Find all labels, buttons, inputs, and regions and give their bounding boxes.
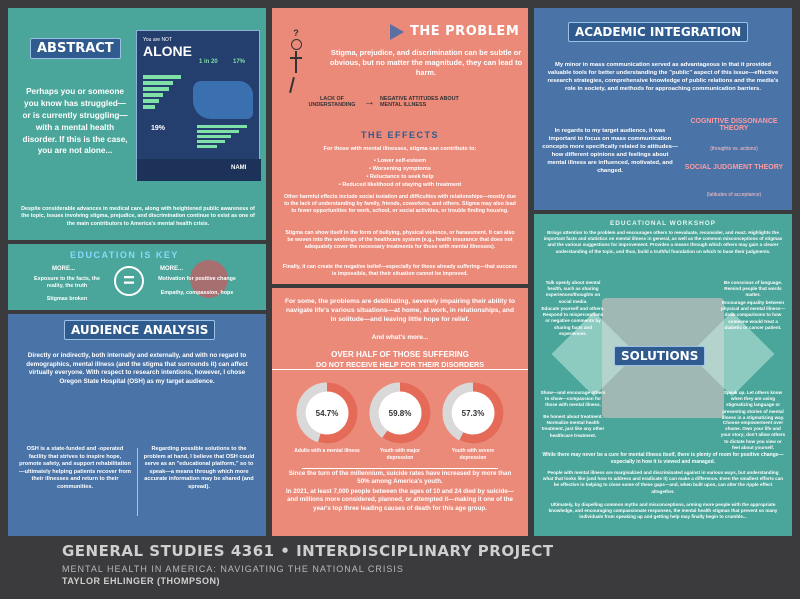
education-right-2: Empathy, compassion, hope xyxy=(160,290,234,296)
workshop-intro: Brings attention to the problem and encourages others to reevaluate, reconsider, and react. Highlights the important facts and statistics on mental illness in general, as well as the common misconceptions of stigmas and the various suggestions for improvement. Provides a means through which others may gain a clearer understanding of the topic, and thus, build a truthful foundation on which to base their judgments. xyxy=(543,230,783,254)
infographic-stat-2: 17% xyxy=(233,59,246,65)
education-right-1: Motivation for positive change xyxy=(158,276,236,282)
problem2-p2: Since the turn of the millennium, suicide rates have increased by more than 50% among America's youth. xyxy=(288,470,512,486)
audience-panel xyxy=(8,314,266,536)
theory-1-sub: (thoughts vs. actions) xyxy=(710,146,758,152)
equals-sign: = xyxy=(114,266,144,296)
donut-label-3: Youth with severe depression xyxy=(451,448,495,461)
effects-title: THE EFFECTS xyxy=(360,130,439,140)
effects-list-1: • Lower self-esteem xyxy=(373,158,427,164)
solutions-title: SOLUTIONS xyxy=(614,346,705,366)
solution-left-2: Educate yourself and others. Respond to misperceptions or negative comments by sharing facts and experiences. xyxy=(541,306,605,336)
abstract-body: Despite considerable advances in medical care, along with heightened public awareness of the topic, issues involving stigma, prejudice, and discrimination continue to exist as one of the main contributors to America's mental health crisis. xyxy=(21,206,255,227)
solutions-panel xyxy=(534,214,792,536)
problem2-p3: In 2021, at least 7,000 people between the ages of 10 and 24 died by suicide—and millions more considered, planned, or attempted it—making it one of the year's top three leading causes of death for this age group. xyxy=(286,488,514,512)
donut-value-3: 57.3% xyxy=(461,409,485,418)
solution-right-2: Encourage equality between physical and mental illness—draw comparisons to how someone would treat a diabetic or cancer patient. xyxy=(720,300,786,330)
donut-value-2: 59.8% xyxy=(388,409,412,418)
solution-left-1: Talk openly about mental health, such as sharing experiences/thoughts on social media. xyxy=(545,280,601,304)
footer xyxy=(0,540,800,599)
education-left-head: MORE... xyxy=(52,266,76,272)
solution-left-4: Be honest about treatment. Normalize mental health treatment, just like any other healthcare treatment. xyxy=(541,414,605,438)
education-left-2: Stigmas broken xyxy=(46,296,88,302)
audience-intro: Directly or indirectly, both internally and externally, and with no regard to demographics, mental illness (and the stigma that surrounds it) can affect virtually everyone. With respect to research intentions, however, I chose Oregon State Hospital (OSH) as my target audience. xyxy=(26,352,248,385)
solutions-p1: While there may never be a cure for mental illness itself, there is plenty of room for positive change—especially in how it is viewed and managed. xyxy=(542,452,784,465)
audience-right: Regarding possible solutions to the problem at hand, I believe that OSH could serve as an "educational platform," so to speak—a means through which more accurate information may be shared (and spread). xyxy=(143,446,255,490)
nami-infographic xyxy=(136,30,260,180)
donut-charts xyxy=(272,378,528,448)
infographic-title-small: You are NOT xyxy=(143,37,172,43)
half-headline-2: DO NOT RECEIVE HELP FOR THEIR DISORDERS xyxy=(272,360,528,370)
problem-lead: Stigma, prejudice, and discrimination can be subtle or obvious, but no matter the magnitude, they can lead to harm. xyxy=(329,48,523,77)
column-divider xyxy=(137,448,138,516)
education-right-head: MORE... xyxy=(160,266,184,272)
theory-2: SOCIAL JUDGMENT THEORY xyxy=(684,164,784,171)
infographic-stat-3: 19% xyxy=(151,125,166,132)
footer-author: TAYLOR EHLINGER (THOMPSON) xyxy=(62,576,221,586)
academic-p1: My minor in mass communication served as advantageous in that it provided valuable tools for better understanding the "public" aspect of this issue—effective research strategies, comprehensive knowledge of public relations and the media's role in society, and methods for approaching communication barriers. xyxy=(547,62,779,92)
play-icon xyxy=(390,24,404,40)
effects-list-4: • Reduced likelihood of staying with treatment xyxy=(338,182,462,188)
audience-title: AUDIENCE ANALYSIS xyxy=(64,320,215,340)
problem-title: THE PROBLEM xyxy=(410,24,520,39)
education-left-1: Exposure to the facts, the reality, the truth xyxy=(34,276,100,290)
abstract-lead: Perhaps you or someone you know has struggled—or is currently struggling—with a mental health disorder. If this is the case, you are not alone... xyxy=(22,87,128,156)
education-title: EDUCATION IS KEY xyxy=(70,250,179,260)
half-headline-1: OVER HALF OF THOSE SUFFERING xyxy=(331,350,469,359)
donut-label-2: Youth with major depression xyxy=(379,448,421,461)
donut-value-1: 54.7% xyxy=(315,409,339,418)
lack-understanding: LACK OF UNDERSTANDING xyxy=(308,96,356,108)
solution-right-3: Speak up. Let others know when they are using stigmatizing language or presenting stories of mental illness in a stigmatizing way. xyxy=(721,390,785,420)
audience-left: OSH is a state-funded and -operated facility that strives to inspire hope, promote safety, and support rehabilitation—ultimately helping patients recover from their illnesses and return to their communities. xyxy=(19,446,131,490)
nami-logo: NAMI xyxy=(231,165,247,171)
problem-p3: Finally, it can create the negative belief—especially for those already suffering—that success is impossible, that their situation cannot be improved. xyxy=(282,264,518,278)
infographic-title-big: ALONE xyxy=(143,43,192,59)
footer-title: GENERAL STUDIES 4361 • INTERDISCIPLINARY PROJECT xyxy=(62,542,554,560)
solution-right-4: Choose empowerment over shame. Own your life and your story; don't allow others to dictate how you view or feel about yourself. xyxy=(720,420,786,450)
theory-2-sub: (latitudes of acceptance) xyxy=(706,192,762,198)
bar-cluster xyxy=(143,75,187,121)
solution-left-3: Show—and encourage others to show—compassion for those with mental illness. xyxy=(540,390,606,408)
education-panel xyxy=(8,244,266,310)
academic-panel xyxy=(534,8,792,210)
effects-list-3: • Reluctance to seek help xyxy=(366,174,434,180)
us-map-icon xyxy=(193,81,253,119)
problem2-more: And what's more... xyxy=(371,334,429,341)
problem-p2: Stigma can show itself in the form of bullying, physical violence, or harassment. It can also be woven into the workings of the healthcare system (e.g., health insurance that does not adequately cover the necessary treatments for those with mental illnesses). xyxy=(285,230,515,251)
effects-intro: For those with mental illnesses, stigma can contribute to: xyxy=(323,146,477,152)
bar-cluster-2 xyxy=(197,125,253,148)
abstract-panel xyxy=(8,8,266,240)
negative-attitudes: NEGATIVE ATTITUDES ABOUT MENTAL ILLNESS xyxy=(380,96,459,108)
solutions-p2: People with mental illness are marginalized and discriminated against in various ways, but understanding what that looks like (and how to address and eradicate it) can make a difference. Even the smallest efforts can be effective in helping to close some of these gaps—and, when built upon, can alter the ripple effect altogether. xyxy=(542,470,784,494)
problem-p1: Other harmful effects include social isolation and difficulties with relationships—mostly due to the lack of understanding by family, friends, coworkers, and others. Stigma may also lead to fewer opportunities for work, school, or social activities, or trouble finding housing. xyxy=(284,194,516,215)
section-divider xyxy=(302,468,498,469)
footer-subtitle: MENTAL HEALTH IN AMERICA: NAVIGATING THE NATIONAL CRISIS xyxy=(62,564,404,574)
workshop-title: EDUCATIONAL WORKSHOP xyxy=(609,220,717,227)
arrow-icon: → xyxy=(364,96,375,108)
solutions-p3: Ultimately, by dispelling common myths and misconceptions, arming more people with the appropriate knowledge, and encouraging compassionate responses, the mental health stigmas that prevent so many individuals from speaking up and getting help may finally begin to crumble... xyxy=(548,502,778,520)
effects-list-2: • Worsening symptoms xyxy=(369,166,431,172)
problem-panel xyxy=(272,8,528,284)
problem-continued-panel xyxy=(272,288,528,536)
problem2-p1: For some, the problems are debilitating, severely impairing their ability to navigate life's various situations—at home, at work, in relationships, and in solitude—and leaving little hope for relief. xyxy=(284,298,516,323)
abstract-title: ABSTRACT xyxy=(30,38,121,59)
solution-right-1: Be conscious of language. Remind people that words matter. xyxy=(723,280,783,298)
infographic-stat-1: 1 in 20 xyxy=(199,59,218,65)
thinking-figure-icon: ? xyxy=(286,28,306,98)
academic-title: ACADEMIC INTEGRATION xyxy=(568,22,748,42)
academic-p2: In regards to my target audience, it was important to focus on mass communication concepts more specifically related to attitudes—how different opinions and feelings about mental illness are influenced, motivated, and changed. xyxy=(542,128,678,174)
theory-1: COGNITIVE DISSONANCE THEORY xyxy=(690,118,778,132)
donut-label-1: Adults with a mental illness xyxy=(294,448,360,454)
